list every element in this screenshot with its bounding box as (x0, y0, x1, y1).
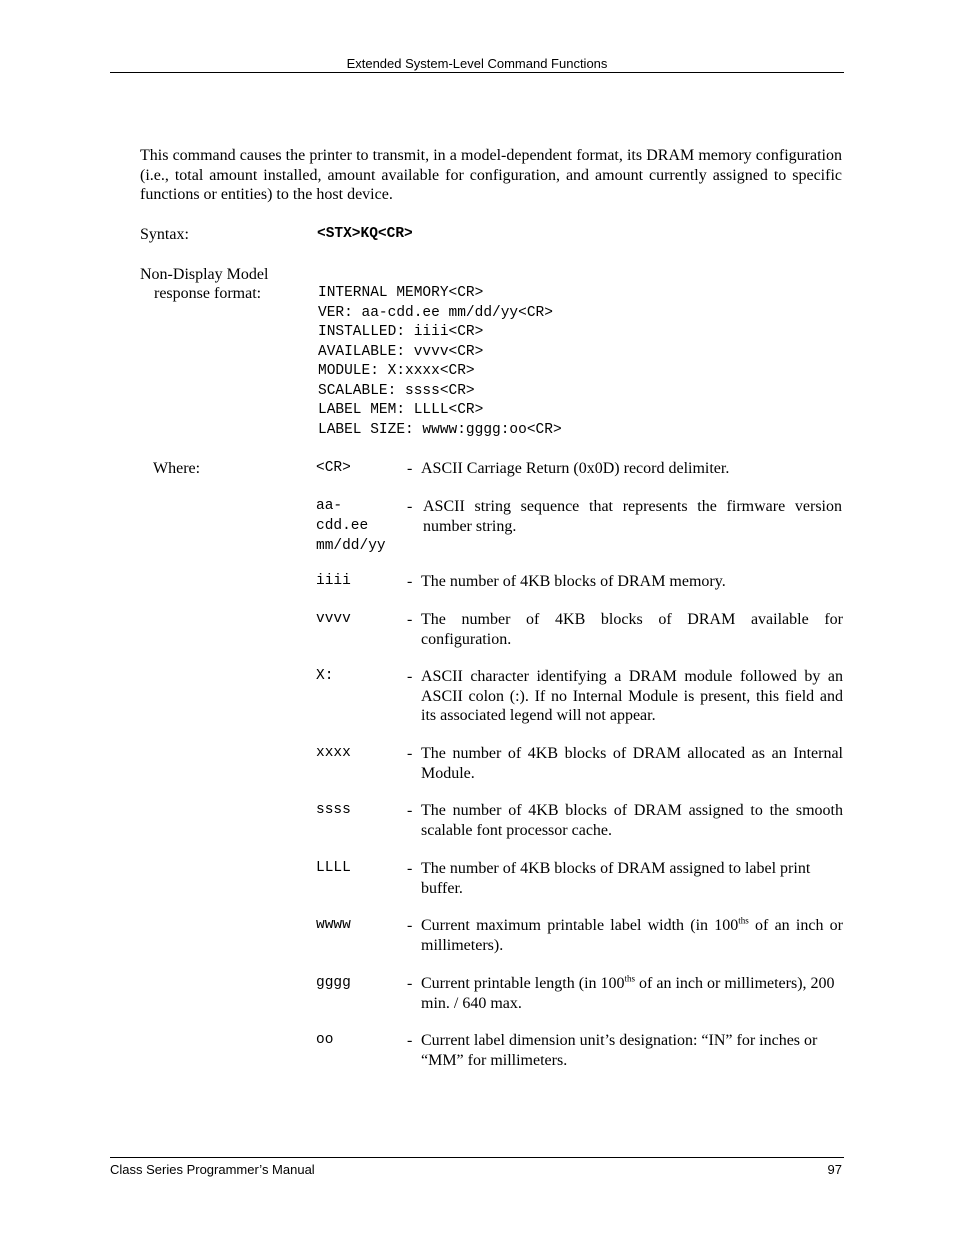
page-number: 97 (827, 1162, 842, 1177)
intro-paragraph: This command causes the printer to transmit, in a model-dependent format, its DRAM memory configuration (i.e., total amount installed, amount available for configuration, and amount currently assigned to specific functions or entities) to the host device. (140, 147, 842, 204)
where-code: LLLL (316, 860, 351, 876)
where-code (316, 497, 386, 556)
where-code-line: mm/dd/yy (316, 537, 386, 554)
description-text: Current printable length (in 100 (421, 975, 625, 992)
where-description: The number of 4KB blocks of DRAM available for configuration. (421, 611, 843, 648)
where-description: The number of 4KB blocks of DRAM allocated as an Internal Module. (421, 745, 851, 782)
footer-divider (110, 1157, 844, 1158)
where-dash: - (407, 802, 413, 819)
response-line: LABEL SIZE: wwww:gggg:oo<CR> (318, 421, 562, 438)
where-dash: - (407, 745, 413, 762)
syntax-label: Syntax: (140, 226, 189, 243)
where-code: ssss (316, 802, 351, 818)
where-description (421, 916, 843, 955)
where-code-line: aa- (316, 498, 343, 514)
syntax-value: <STX>KQ<CR> (317, 226, 413, 242)
response-line: INTERNAL MEMORY<CR> (318, 285, 484, 301)
response-label-line1: Non-Display Model (140, 266, 269, 283)
response-format-block (318, 284, 562, 440)
where-dash: - (407, 668, 413, 685)
header-divider (110, 72, 844, 73)
description-text: of an inch or millimeters), 200 min. / 640 max. (421, 975, 835, 1012)
where-code: iiii (316, 573, 351, 589)
where-dash: - (407, 460, 413, 477)
where-dash: - (407, 611, 413, 628)
where-description: The number of 4KB blocks of DRAM memory. (421, 573, 726, 590)
where-code: oo (316, 1032, 334, 1048)
where-code: vvvv (316, 611, 351, 627)
superscript-ths: ths (738, 915, 749, 926)
where-dash: - (407, 573, 413, 590)
superscript-ths: ths (624, 973, 636, 984)
where-code: gggg (316, 975, 351, 991)
response-line: VER: aa-cdd.ee mm/dd/yy<CR> (318, 304, 553, 321)
where-description: Current label dimension unit’s designation: “IN” for inches or “MM” for millimeters. (421, 1032, 818, 1069)
where-dash: - (407, 917, 413, 934)
where-dash: - (407, 975, 413, 992)
where-description: The number of 4KB blocks of DRAM assigned to label print buffer. (421, 860, 811, 897)
page-header-title: Extended System-Level Command Functions (346, 56, 608, 71)
where-code: <CR> (316, 460, 351, 476)
where-dash: - (407, 1032, 413, 1049)
response-line: MODULE: X:xxxx<CR> (318, 363, 475, 379)
where-description: ASCII Carriage Return (0x0D) record delimiter. (421, 460, 730, 477)
where-dash: - (407, 860, 413, 877)
response-line: SCALABLE: ssss<CR> (318, 382, 475, 399)
where-description: ASCII string sequence that represents the firmware version number string. (423, 498, 842, 535)
where-description (421, 974, 843, 1013)
where-description: ASCII character identifying a DRAM module followed by an ASCII colon (:). If no Internal Module is present, this field and its associated legend will not appear. (421, 668, 843, 725)
where-description: The number of 4KB blocks of DRAM assigned to the smooth scalable font processor cache. (421, 802, 843, 839)
where-code: xxxx (316, 745, 351, 761)
footer-manual-title: Class Series Programmer’s Manual (110, 1162, 315, 1177)
where-code: X: (316, 668, 334, 684)
where-code-line: cdd.ee (316, 517, 369, 534)
description-text: Current maximum printable label width (in 100 (421, 917, 739, 934)
where-label: Where: (153, 460, 201, 477)
response-line: INSTALLED: iiii<CR> (318, 324, 484, 340)
where-dash: - (407, 498, 413, 515)
response-line: AVAILABLE: vvvv<CR> (318, 343, 484, 360)
description-text: of an inch or millimeters). (421, 917, 843, 954)
where-code: wwww (316, 917, 351, 933)
response-line: LABEL MEM: LLLL<CR> (318, 402, 484, 418)
response-label-line2: response format: (154, 285, 262, 302)
